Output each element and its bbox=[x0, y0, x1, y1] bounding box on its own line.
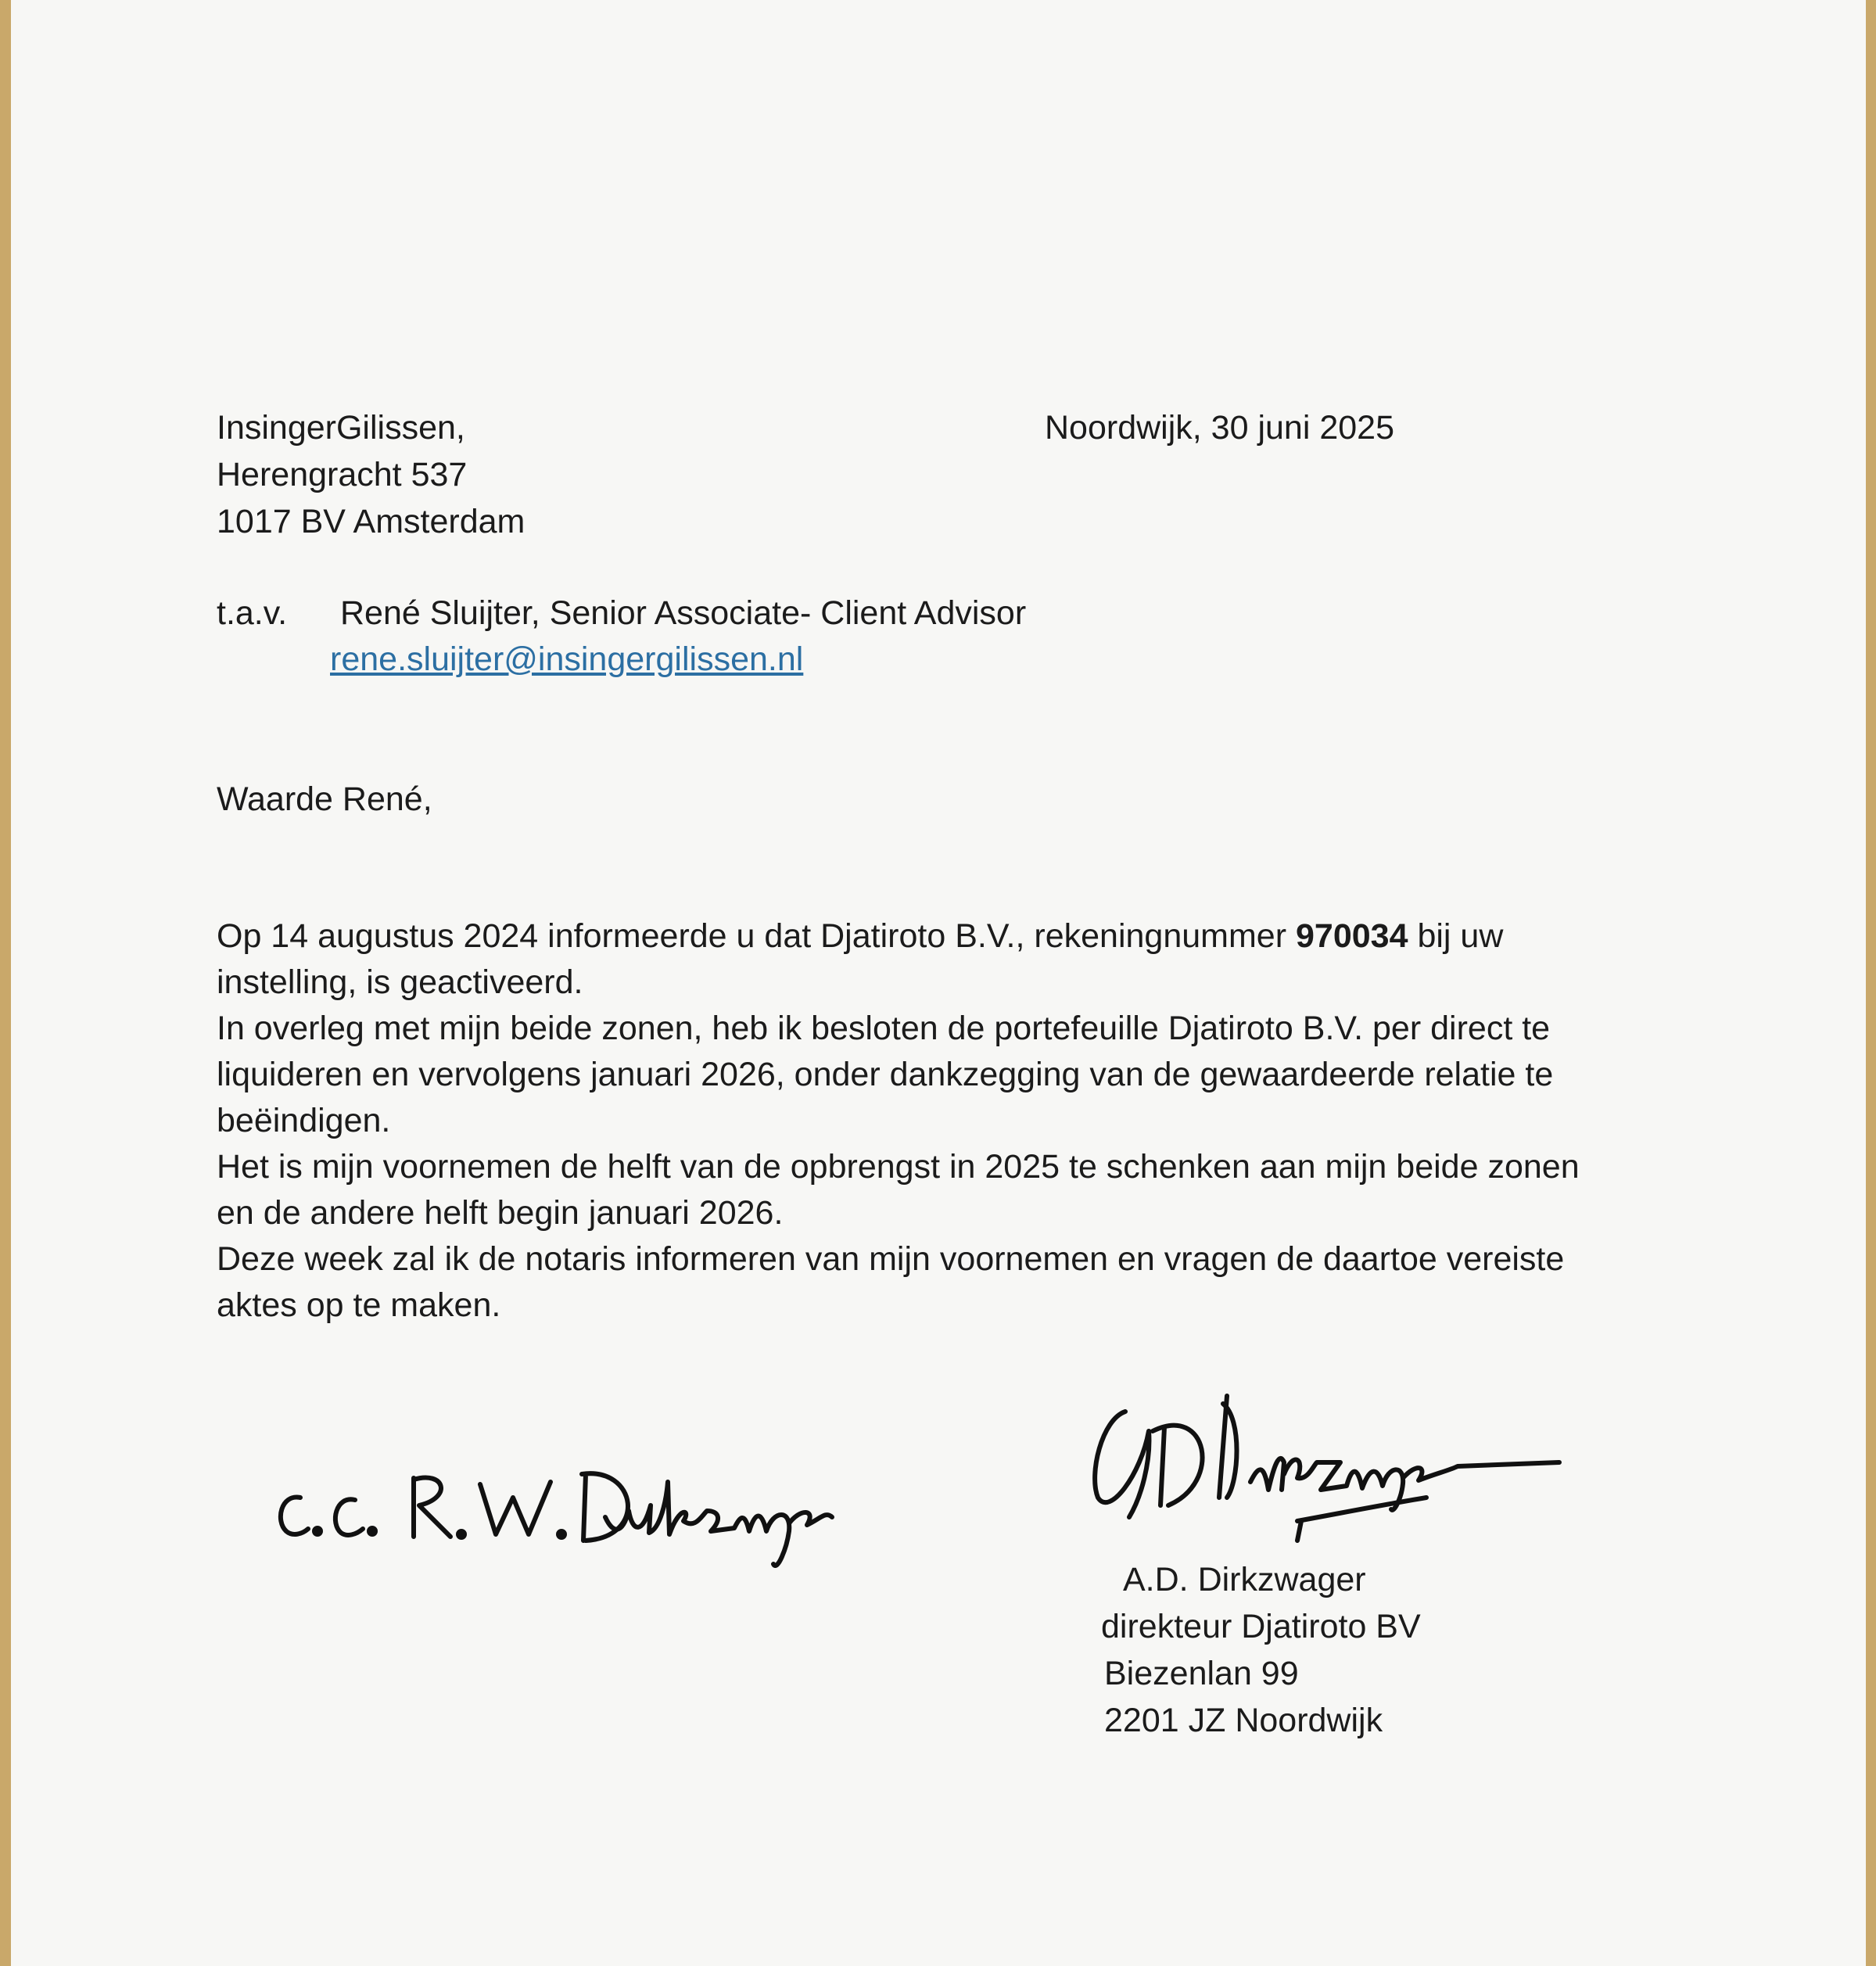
body-line: en de andere helft begin januari 2026. bbox=[217, 1194, 784, 1232]
recipient-company: InsingerGilissen, bbox=[217, 409, 465, 447]
body-line: beëindigen. bbox=[217, 1102, 391, 1139]
body-line: Het is mijn voornemen de helft van de opbrengst in 2025 te schenken aan mijn beide zonen bbox=[217, 1148, 1580, 1186]
letter-body bbox=[217, 913, 1580, 1329]
letter-page bbox=[11, 0, 1866, 1966]
attention-label: t.a.v. bbox=[217, 594, 288, 632]
sender-name: A.D. Dirkzwager bbox=[1123, 1561, 1366, 1598]
salutation: Waarde René, bbox=[217, 780, 432, 818]
sender-title: direkteur Djatiroto BV bbox=[1101, 1608, 1421, 1645]
body-text-segment: Op 14 augustus 2024 informeerde u dat Djatiroto B.V., rekeningnummer bbox=[217, 917, 1296, 955]
attention-name: René Sluijter, Senior Associate- Client Advisor bbox=[340, 594, 1027, 632]
body-line bbox=[217, 913, 1580, 960]
attention-email-link[interactable]: rene.sluijter@insingergilissen.nl bbox=[330, 640, 804, 678]
director-signature bbox=[1082, 1388, 1567, 1552]
cc-signature bbox=[269, 1462, 910, 1580]
body-line: aktes op te maken. bbox=[217, 1286, 501, 1324]
body-line: instelling, is geactiveerd. bbox=[217, 963, 583, 1001]
body-line: Deze week zal ik de notaris informeren van mijn voornemen en vragen de daartoe vereiste bbox=[217, 1240, 1565, 1278]
recipient-address bbox=[217, 404, 525, 545]
sender-address bbox=[1101, 1556, 1421, 1744]
body-text-segment: bij uw bbox=[1408, 917, 1504, 955]
attention-line bbox=[217, 590, 1026, 637]
recipient-street: Herengracht 537 bbox=[217, 456, 468, 493]
body-line: In overleg met mijn beide zonen, heb ik besloten de portefeuille Djatiroto B.V. per direct te bbox=[217, 1010, 1551, 1047]
account-number: 970034 bbox=[1296, 917, 1408, 955]
date-line: Noordwijk, 30 juni 2025 bbox=[1045, 409, 1394, 447]
sender-city: 2201 JZ Noordwijk bbox=[1104, 1702, 1383, 1739]
body-line: liquideren en vervolgens januari 2026, onder dankzegging van de gewaardeerde relatie te bbox=[217, 1056, 1554, 1093]
recipient-city: 1017 BV Amsterdam bbox=[217, 503, 525, 540]
sender-street: Biezenlan 99 bbox=[1104, 1655, 1299, 1692]
